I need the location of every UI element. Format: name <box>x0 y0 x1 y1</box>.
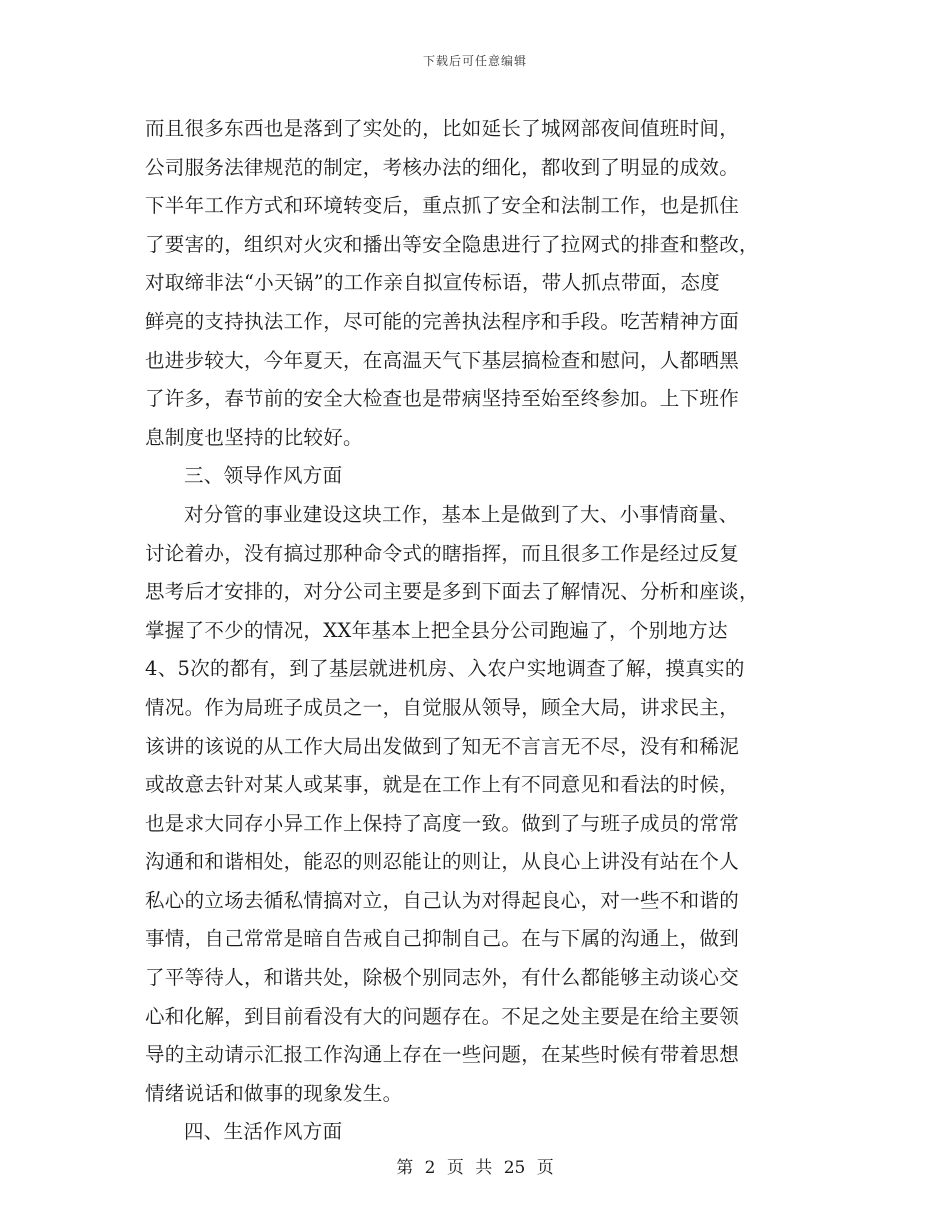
paragraph-line: 情况。作为局班子成员之一，自觉服从领导，顾全大局，讲求民主， <box>145 695 740 719</box>
paragraph-line: 心和化解，到目前看没有大的问题存在。不足之处主要是在给主要领 <box>145 1004 740 1028</box>
paragraph-line: 事情，自己常常是暗自告戒自己抑制自己。在与下属的沟通上，做到 <box>145 927 740 951</box>
paragraph-line: 鲜亮的支持执法工作，尽可能的完善执法程序和手段。吃苦精神方面 <box>145 309 740 333</box>
paragraph-line: 息制度也坚持的比较好。 <box>145 425 363 449</box>
paragraph-indented-line: 三、领导作风方面 <box>184 464 343 488</box>
paragraph-line: 了平等待人，和谐共处，除极个别同志外，有什么都能够主动谈心交 <box>145 966 740 990</box>
paragraph-line: 该讲的该说的从工作大局出发做到了知无不言言无不尽，没有和稀泥 <box>145 734 740 758</box>
paragraph-line: 掌握了不少的情况，XX年基本上把全县分公司跑遍了，个别地方达 <box>145 618 728 642</box>
paragraph-line: 也进步较大，今年夏天，在高温天气下基层搞检查和慰问，人都晒黑 <box>145 348 740 372</box>
paragraph-line: 讨论着办，没有搞过那种命令式的瞎指挥，而且很多工作是经过反复 <box>145 541 740 565</box>
paragraph-line: 沟通和和谐相处，能忍的则忍能让的则让，从良心上讲没有站在个人 <box>145 850 740 874</box>
paragraph-line: 对取缔非法“小天锅”的工作亲自拟宣传标语，带人抓点带面，态度 <box>145 271 720 295</box>
paragraph-line: 思考后才安排的，对分公司主要是多到下面去了解情况、分析和座谈， <box>145 580 759 604</box>
paragraph-line: 情绪说话和做事的现象发生。 <box>145 1081 403 1105</box>
paragraph-indented-line: 四、生活作风方面 <box>184 1120 343 1144</box>
paragraph-line: 公司服务法律规范的制定，考核办法的细化，都收到了明显的成效。 <box>145 155 740 179</box>
document-body <box>145 110 810 1152</box>
paragraph-line: 了要害的，组织对火灾和播出等安全隐患进行了拉网式的排查和整改， <box>145 232 759 256</box>
paragraph-line: 下半年工作方式和环境转变后，重点抓了安全和法制工作，也是抓住 <box>145 194 740 218</box>
paragraph-line: 了许多，春节前的安全大检查也是带病坚持至始至终参加。上下班作 <box>145 387 740 411</box>
paragraph-line: 也是求大同存小异工作上保持了高度一致。做到了与班子成员的常常 <box>145 811 740 835</box>
page-number: 第 2 页 共 25 页 <box>396 1158 554 1178</box>
paragraph-line: 私心的立场去循私情搞对立，自己认为对得起良心，对一些不和谐的 <box>145 888 740 912</box>
paragraph-line: 而且很多东西也是落到了实处的，比如延长了城网部夜间值班时间， <box>145 117 740 140</box>
paragraph-line: 导的主动请示汇报工作沟通上存在一些问题，在某些时候有带着思想 <box>145 1043 740 1067</box>
paragraph-indented-line: 对分管的事业建设这块工作，基本上是做到了大、小事情商量、 <box>184 502 739 526</box>
paragraph-line: 4、5次的都有，到了基层就进机房、入农户实地调查了解，摸真实的 <box>145 657 745 681</box>
paragraph-line: 或故意去针对某人或某事，就是在工作上有不同意见和看法的时候， <box>145 773 740 797</box>
page-header: 下载后可任意编辑 <box>422 54 527 68</box>
